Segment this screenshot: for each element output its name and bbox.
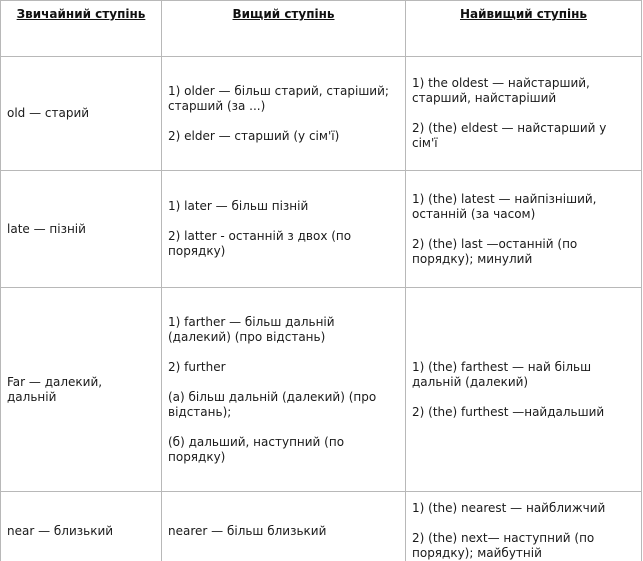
comparative-item: (а) більш дальній (далекий) (про відстань); <box>168 389 377 419</box>
cell-comparative <box>162 492 406 561</box>
cell-comparative <box>162 288 406 492</box>
table-row <box>1 171 642 288</box>
header-row <box>1 1 642 57</box>
cell-base <box>1 171 162 288</box>
comparative-item: 2) further <box>168 359 226 374</box>
superlative-item: 2) (the) next— наступний (по порядку); майбутній <box>412 531 595 560</box>
superlative-item: 1) the oldest — найстарший, старший, найстаріший <box>412 76 590 105</box>
superlative-item: 2) (the) furthest —найдальший <box>412 404 605 419</box>
superlative-item: 1) (the) latest — найпізніший, останній (за часом) <box>412 191 597 221</box>
table-row <box>1 288 642 492</box>
cell-base <box>1 57 162 171</box>
base-form: old — старий <box>7 106 90 120</box>
cell-base <box>1 288 162 492</box>
cell-superlative <box>406 288 642 492</box>
cell-superlative <box>406 57 642 171</box>
comparative-item: 2) elder — старший (у сім'ї) <box>168 128 340 143</box>
header-superlative-degree: Найвищий ступінь <box>406 1 642 57</box>
base-form: near — близький <box>7 523 114 538</box>
table-row <box>1 492 642 561</box>
header-positive-degree: Звичайний ступінь <box>1 1 162 57</box>
comparative-item: 1) later — більш пізній <box>168 199 309 213</box>
superlative-item: 2) (the) last —останній (по порядку); минулий <box>412 236 578 266</box>
base-form: late — пізній <box>7 221 86 236</box>
superlative-item: 1) (the) farthest — най більш дальній (далекий) <box>412 359 592 389</box>
comparative-item: nearer — більш близький <box>168 523 327 538</box>
cell-superlative <box>406 171 642 288</box>
table-row <box>1 57 642 171</box>
comparative-item: 2) latter - останній з двох (по порядку) <box>168 229 352 258</box>
cell-comparative <box>162 171 406 288</box>
cell-comparative <box>162 57 406 171</box>
comparative-item: 1) older — більш старий, старіший; старший (за ...) <box>168 83 389 113</box>
cell-base <box>1 492 162 561</box>
comparative-item: (б) дальший, наступний (по порядку) <box>168 434 345 464</box>
base-form: Far — далекий, дальній <box>7 374 103 404</box>
cell-superlative <box>406 492 642 561</box>
header-comparative-degree: Вищий ступінь <box>162 1 406 57</box>
superlative-item: 1) (the) nearest — найближчий <box>412 501 606 515</box>
comparative-item: 1) farther — більш дальній (далекий) (про відстань) <box>168 314 335 344</box>
superlative-item: 2) (the) eldest — найстарший у сім'ї <box>412 121 607 150</box>
